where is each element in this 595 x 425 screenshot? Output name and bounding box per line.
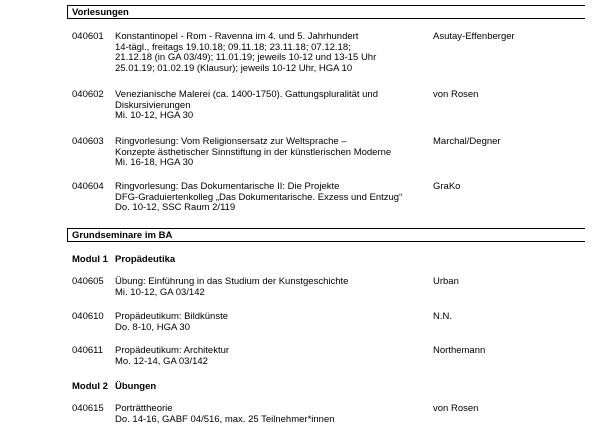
course-title: Venezianische Malerei (ca. 1400-1750). Gattungspluralität und xyxy=(115,89,378,100)
course-code: 040601 xyxy=(72,31,104,42)
course-title: Ringvorlesung: Vom Religionsersatz zur Weltsprache – xyxy=(115,136,347,147)
course-title: Konstantinopel - Rom - Ravenna im 4. und 5. Jahrhundert xyxy=(115,31,359,42)
modul-label: Modul 2 xyxy=(72,381,108,392)
course-description xyxy=(115,312,425,333)
course-lecturer: N.N. xyxy=(433,311,452,322)
course-code: 040602 xyxy=(72,89,104,100)
course-detail: Do. 14-16, GABF 04/516, max. 25 Teilnehmer*innen xyxy=(115,413,335,425)
course-detail: 14-tägl., freitags 19.10.18; 09.11.18; 23.11.18; 07.12.18; xyxy=(115,41,351,53)
course-description xyxy=(115,32,425,74)
course-description xyxy=(115,137,425,169)
course-code: 040610 xyxy=(72,311,104,322)
course-title: Übung: Einführung in das Studium der Kunstgeschichte xyxy=(115,276,349,287)
course-code: 040604 xyxy=(72,181,104,192)
course-lecturer: Urban xyxy=(433,276,459,287)
modul-title: Übungen xyxy=(115,381,157,392)
course-lecturer: von Rosen xyxy=(433,403,479,414)
course-detail: Mo. 12-14, GA 03/142 xyxy=(115,355,208,367)
course-detail: Mi. 16-18, HGA 30 xyxy=(115,157,194,169)
course-detail: 25.01.19; 01.02.19 (Klausur); jeweils 10-12 Uhr, HGA 10 xyxy=(115,62,353,74)
modul-label: Modul 1 xyxy=(72,254,108,265)
course-detail: Konzepte ästhetischer Sinnstiftung in der künstlerischen Moderne xyxy=(115,146,392,158)
section-header-vorlesungen: Vorlesungen xyxy=(67,5,585,19)
course-code: 040605 xyxy=(72,276,104,287)
course-detail: Mi. 10-12, HGA 30 xyxy=(115,110,194,122)
course-detail: 21.12.18 (in GA 03/49); 11.01.19; jeweils 10-12 und 13-15 Uhr xyxy=(115,52,377,64)
course-description xyxy=(115,277,425,298)
course-detail: Mi. 10-12, GA 03/142 xyxy=(115,286,205,298)
course-description xyxy=(115,90,425,122)
course-title: Ringvorlesung: Das Dokumentarische II: Die Projekte xyxy=(115,181,340,192)
course-code: 040603 xyxy=(72,136,104,147)
course-description xyxy=(115,346,425,367)
course-description xyxy=(115,182,425,214)
course-lecturer: Marchal/Degner xyxy=(433,136,501,147)
course-code: 040615 xyxy=(72,403,104,414)
course-lecturer: Asutay-Effenberger xyxy=(433,31,515,42)
course-description xyxy=(115,404,425,425)
section-header-grundseminare: Grundseminare im BA xyxy=(67,228,585,242)
course-detail: Diskursivierungen xyxy=(115,99,191,111)
course-detail: Do. 10-12, SSC Raum 2/119 xyxy=(115,202,236,214)
modul-title: Propädeutika xyxy=(115,254,176,265)
course-title: Porträttheorie xyxy=(115,403,173,414)
course-detail: DFG-Graduiertenkolleg „Das Dokumentarische. Exzess und Entzug“ xyxy=(115,191,403,203)
course-detail: Do. 8-10, HGA 30 xyxy=(115,321,190,333)
course-lecturer: GraKo xyxy=(433,181,461,192)
course-title: Propädeutikum: Architektur xyxy=(115,345,230,356)
course-lecturer: von Rosen xyxy=(433,89,479,100)
course-lecturer: Northemann xyxy=(433,345,486,356)
course-title: Propädeutikum: Bildkünste xyxy=(115,311,229,322)
course-code: 040611 xyxy=(72,345,103,356)
